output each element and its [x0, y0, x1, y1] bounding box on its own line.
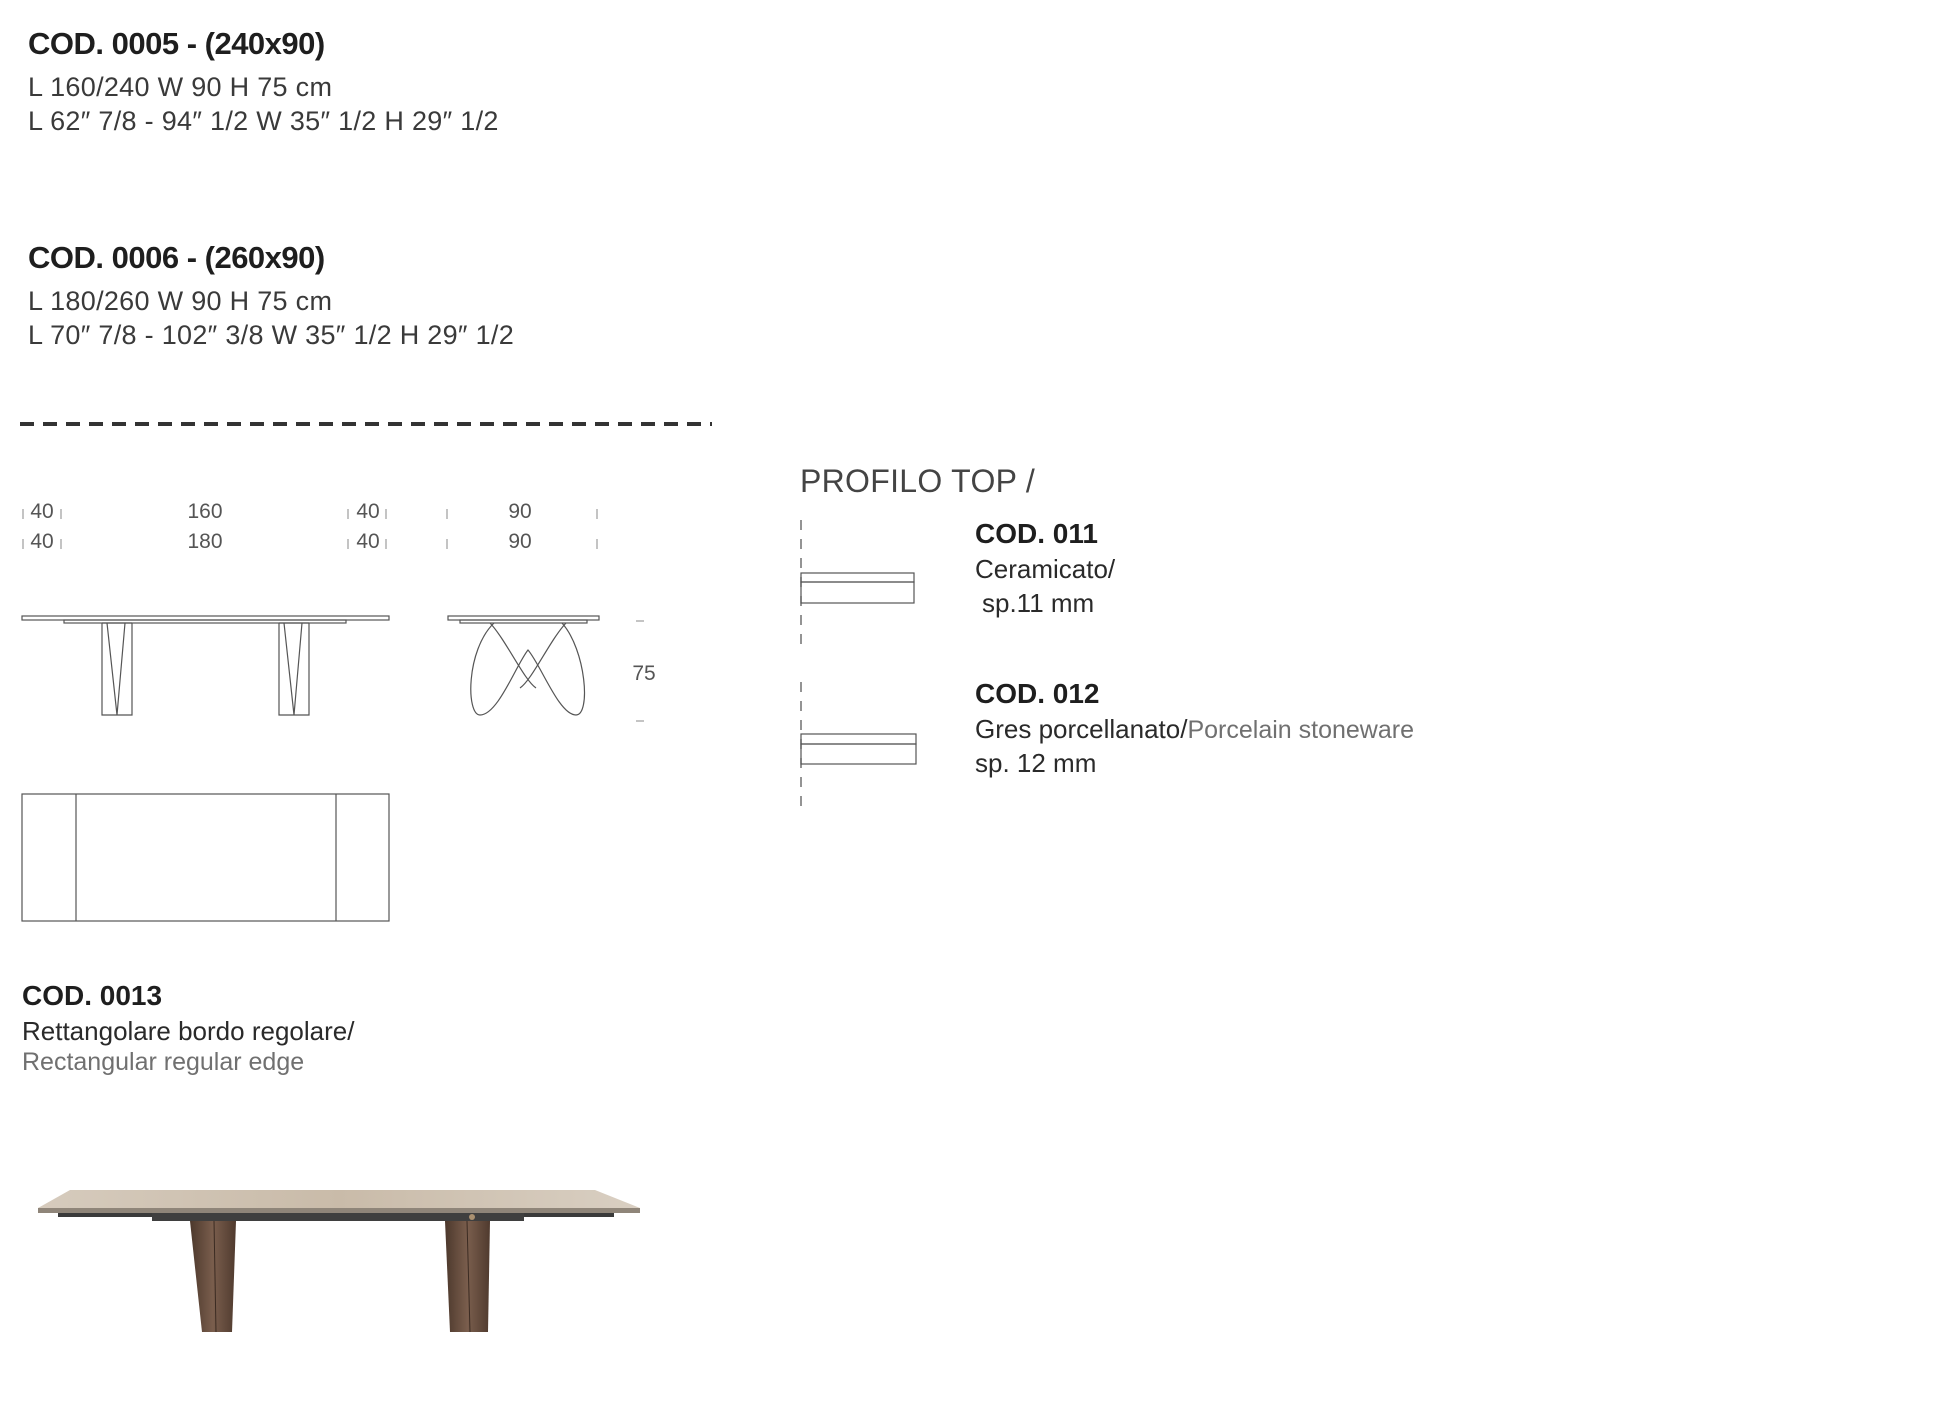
shape-name: Rettangolare bordo regolare/	[22, 1016, 355, 1046]
front-elevation-drawing	[20, 610, 392, 725]
dim-label-left-end: 40	[30, 530, 54, 553]
side-elevation-drawing	[446, 610, 606, 725]
dashed-separator	[20, 420, 715, 428]
product-dims-in-0005: L 62″ 7/8 - 94″ 1/2 W 35″ 1/2 H 29″ 1/2	[28, 106, 499, 136]
product-code-0006: COD. 0006 - (260x90)	[28, 240, 325, 275]
dim-label-width: 90	[508, 500, 532, 523]
shape-name-en: Rectangular regular edge	[22, 1048, 305, 1076]
dim-label-center-length: 180	[187, 530, 223, 553]
product-dims-cm-0005: L 160/240 W 90 H 75 cm	[28, 72, 333, 102]
profile-011-name	[975, 554, 1115, 585]
profile-012-name-en: Porcelain stoneware	[1187, 716, 1414, 744]
profile-012-name-it: Gres porcellanato/	[975, 714, 1188, 744]
profile-011-name-it: Ceramicato/	[975, 554, 1116, 584]
profile-012-code: COD. 012	[975, 678, 1100, 709]
profile-heading: PROFILO TOP /	[800, 463, 1036, 499]
top-view-drawing	[20, 792, 392, 924]
profile-012-name	[975, 714, 1414, 745]
profile-011-drawing	[798, 518, 918, 658]
shape-code: COD. 0013	[22, 980, 163, 1011]
product-dims-in-0006: L 70″ 7/8 - 102″ 3/8 W 35″ 1/2 H 29″ 1/2	[28, 320, 515, 350]
product-code-0005: COD. 0005 - (240x90)	[28, 26, 325, 61]
dim-label-height: 75	[632, 662, 656, 685]
profile-011-code: COD. 011	[975, 518, 1098, 549]
dim-label-right-end: 40	[356, 530, 380, 553]
table-product-image	[30, 1180, 650, 1360]
profile-012-thickness: sp. 12 mm	[975, 748, 1097, 778]
product-dims-cm-0006: L 180/260 W 90 H 75 cm	[28, 286, 333, 316]
dim-label-width: 90	[508, 530, 532, 553]
dim-label-center-length: 160	[187, 500, 223, 523]
profile-012-drawing	[798, 680, 918, 820]
dim-label-left-end: 40	[30, 500, 54, 523]
profile-011-thickness: sp.11 mm	[982, 588, 1095, 618]
dim-label-right-end: 40	[356, 500, 380, 523]
